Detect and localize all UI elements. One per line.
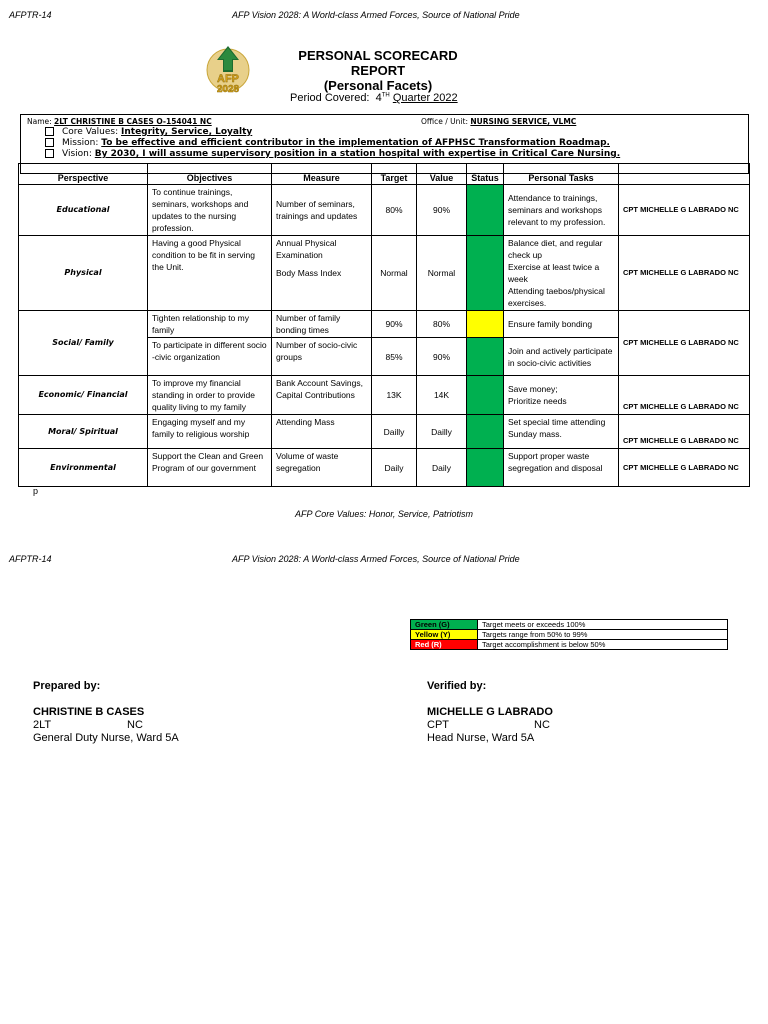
- form-code: AFPTR-14: [9, 554, 52, 564]
- measure-cell: [272, 236, 372, 311]
- logo-text-afp: AFP: [217, 73, 239, 85]
- perspective-cell: Educational: [19, 185, 148, 236]
- prepared-by-block: [33, 680, 221, 745]
- table-row: [19, 415, 750, 449]
- value-cell: Daily: [417, 449, 467, 487]
- status-cell-green: [467, 236, 504, 311]
- report-title-main: PERSONAL SCORECARD REPORT: [298, 48, 458, 78]
- value-cell: 90%: [417, 185, 467, 236]
- objective-cell: Support the Clean and Green Program of our government: [148, 449, 272, 487]
- name-label: Name:: [27, 117, 52, 126]
- prepared-by-corps: NC: [127, 719, 143, 731]
- report-title: [270, 48, 486, 93]
- legend-green-label: Green (G): [411, 620, 478, 630]
- prepared-by-name: CHRISTINE B CASES: [33, 706, 145, 718]
- task-cell: Ensure family bonding: [504, 311, 619, 338]
- core-values-value: Integrity, Service, Loyalty: [121, 127, 253, 137]
- name-line: [27, 117, 212, 126]
- vision-value: By 2030, I will assume supervisory position in a station hospital with expertise in Critical Care Nursing.: [94, 149, 621, 159]
- target-cell: 13K: [372, 376, 417, 415]
- task-cell: Support proper waste segregation and disposal: [504, 449, 619, 487]
- verified-by-rank: CPT: [427, 719, 449, 731]
- perspective-cell: Environmental: [19, 449, 148, 487]
- responsible-cell: CPT MICHELLE G LABRADO NC: [619, 376, 750, 415]
- stray-text: p: [33, 486, 39, 496]
- period-covered: [290, 92, 458, 104]
- value-cell: 80%: [417, 311, 467, 338]
- table-header-row: [19, 164, 750, 185]
- scorecard-table: [18, 163, 750, 487]
- responsible-cell: CPT MICHELLE G LABRADO NC: [619, 236, 750, 311]
- status-cell-yellow: [467, 311, 504, 338]
- form-code: AFPTR-14: [9, 10, 52, 20]
- core-values-line: [45, 127, 252, 137]
- period-quarter: Quarter 2022: [392, 92, 458, 104]
- objective-cell: Engaging myself and my family to religious worship: [148, 415, 272, 449]
- value-cell: Normal: [417, 236, 467, 311]
- legend-yellow-desc: Targets range from 50% to 99%: [478, 630, 728, 640]
- task-line: Balance diet, and regular check up: [508, 238, 603, 260]
- status-cell-green: [467, 338, 504, 376]
- prepared-by-rank-line: [33, 719, 221, 732]
- legend-row-red: [411, 640, 728, 650]
- target-cell: Normal: [372, 236, 417, 311]
- core-values-label: Core Values:: [62, 127, 119, 137]
- prepared-by-position: General Duty Nurse, Ward 5A: [33, 732, 179, 744]
- header-perspective: Perspective: [19, 164, 148, 185]
- vision-label: Vision:: [62, 149, 92, 159]
- header-personal-tasks: Personal Tasks: [504, 164, 619, 185]
- table-row: [19, 236, 750, 311]
- mission-value: To be effective and efficient contributor in the implementation of AFPHSC Transformation Roadmap.: [101, 138, 610, 148]
- vision-header: AFP Vision 2028: A World-class Armed Forces, Source of National Pride: [232, 10, 520, 20]
- responsible-cell: CPT MICHELLE G LABRADO NC: [619, 311, 750, 376]
- mission-line: [45, 138, 610, 148]
- task-line: Save money;: [508, 384, 558, 394]
- task-cell: [504, 236, 619, 311]
- measure-line: Body Mass Index: [276, 268, 342, 278]
- responsible-cell: CPT MICHELLE G LABRADO NC: [619, 415, 750, 449]
- task-cell: Attendance to trainings, seminars and workshops relevant to my profession.: [504, 185, 619, 236]
- measure-cell: Bank Account Savings, Capital Contributions: [272, 376, 372, 415]
- prepared-by-heading: Prepared by:: [33, 680, 101, 692]
- verified-by-corps: NC: [534, 719, 550, 731]
- logo-text-2028: 2028: [216, 84, 240, 95]
- task-cell: [504, 376, 619, 415]
- header-value: Value: [417, 164, 467, 185]
- legend-yellow-label: Yellow (Y): [411, 630, 478, 640]
- target-cell: 85%: [372, 338, 417, 376]
- status-cell-green: [467, 449, 504, 487]
- report-title-sub: (Personal Facets): [323, 78, 433, 93]
- table-row: [19, 185, 750, 236]
- measure-cell: Volume of waste segregation: [272, 449, 372, 487]
- verified-by-rank-line: [427, 719, 628, 732]
- verified-by-position: Head Nurse, Ward 5A: [427, 732, 535, 744]
- measure-line: Annual Physical Examination: [276, 238, 337, 260]
- value-cell: 14K: [417, 376, 467, 415]
- objective-cell: To participate in different socio -civic organization: [148, 338, 272, 376]
- table-row: [19, 449, 750, 487]
- period-number: 4: [375, 92, 382, 104]
- task-line: Prioritize needs: [508, 396, 567, 406]
- period-label: Period Covered:: [290, 92, 370, 104]
- table-row: [19, 376, 750, 415]
- table-row: [19, 311, 750, 338]
- status-legend: [410, 619, 728, 650]
- header-measure: Measure: [272, 164, 372, 185]
- vision-header: AFP Vision 2028: A World-class Armed Forces, Source of National Pride: [232, 554, 520, 564]
- header-target: Target: [372, 164, 417, 185]
- target-cell: 80%: [372, 185, 417, 236]
- checkbox-icon: [45, 127, 54, 136]
- perspective-cell: Economic/ Financial: [19, 376, 148, 415]
- header-status: Status: [467, 164, 504, 185]
- checkbox-icon: [45, 138, 54, 147]
- measure-cell: Attending Mass: [272, 415, 372, 449]
- target-cell: 90%: [372, 311, 417, 338]
- legend-red-label: Red (R): [411, 640, 478, 650]
- verified-by-heading: Verified by:: [427, 680, 487, 692]
- prepared-by-rank: 2LT: [33, 719, 52, 731]
- value-cell: 90%: [417, 338, 467, 376]
- responsible-cell: CPT MICHELLE G LABRADO NC: [619, 185, 750, 236]
- status-cell-green: [467, 415, 504, 449]
- measure-cell: Number of socio-civic groups: [272, 338, 372, 376]
- perspective-cell: Physical: [19, 236, 148, 311]
- core-values-footer: AFP Core Values: Honor, Service, Patriotism: [295, 509, 473, 519]
- task-cell: Set special time attending Sunday mass.: [504, 415, 619, 449]
- office-label: Office / Unit:: [421, 117, 468, 126]
- header-responsible: [619, 164, 750, 185]
- verified-by-block: [427, 680, 628, 745]
- legend-green-desc: Target meets or exceeds 100%: [478, 620, 728, 630]
- status-cell-green: [467, 376, 504, 415]
- measure-cell: Number of family bonding times: [272, 311, 372, 338]
- task-line: Exercise at least twice a week: [508, 262, 600, 284]
- legend-row-green: [411, 620, 728, 630]
- target-cell: Dailly: [372, 415, 417, 449]
- value-cell: Dailly: [417, 415, 467, 449]
- header-objectives: Objectives: [148, 164, 272, 185]
- task-cell: Join and actively participate in socio-civic activities: [504, 338, 619, 376]
- legend-red-desc: Target accomplishment is below 50%: [478, 640, 728, 650]
- measure-cell: Number of seminars, trainings and updates: [272, 185, 372, 236]
- status-cell-green: [467, 185, 504, 236]
- objective-cell: To continue trainings, seminars, workshops and updates to the nursing profession.: [148, 185, 272, 236]
- office-value: NURSING SERVICE, VLMC: [470, 117, 577, 126]
- office-line: [421, 117, 576, 126]
- mission-label: Mission:: [62, 138, 99, 148]
- objective-cell: To improve my financial standing in order to provide quality living to my family: [148, 376, 272, 415]
- perspective-cell: Moral/ Spiritual: [19, 415, 148, 449]
- responsible-cell: CPT MICHELLE G LABRADO NC: [619, 449, 750, 487]
- legend-row-yellow: [411, 630, 728, 640]
- name-value: 2LT CHRISTINE B CASES O-154041 NC: [54, 117, 212, 126]
- period-suffix: TH: [381, 92, 390, 99]
- verified-by-name: MICHELLE G LABRADO: [427, 706, 553, 718]
- objective-cell: Having a good Physical condition to be fit in serving the Unit.: [148, 236, 272, 311]
- perspective-cell: Social/ Family: [19, 311, 148, 376]
- afp-2028-logo: [205, 42, 251, 96]
- task-line: Attending taebos/physical exercises.: [508, 286, 605, 308]
- target-cell: Daily: [372, 449, 417, 487]
- objective-cell: Tighten relationship to my family: [148, 311, 272, 338]
- checkbox-icon: [45, 149, 54, 158]
- vision-line: [45, 149, 620, 159]
